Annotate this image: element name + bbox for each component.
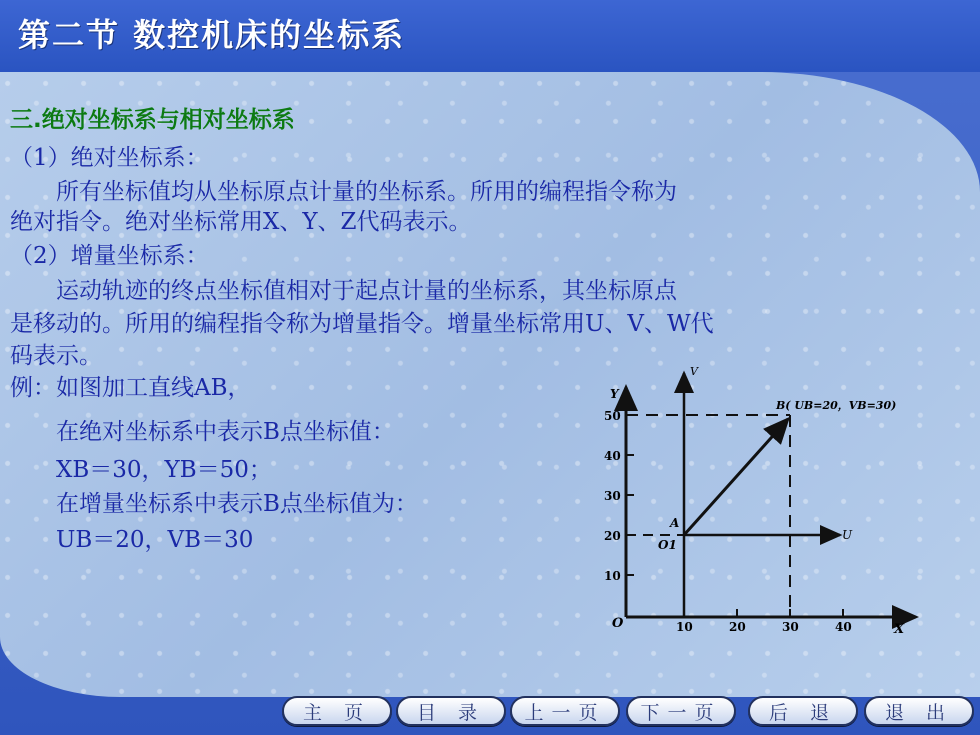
y-tick-label: 30 [604,489,621,503]
coordinate-svg [590,365,930,635]
v-axis-label: V [690,365,698,378]
origin-label: O [612,616,624,631]
coordinate-diagram [590,365,930,635]
back-button[interactable]: 后 退 [748,696,858,726]
section-heading: 三.绝对坐标系与相对坐标系 [10,107,295,133]
u-axis-label: U [842,528,853,542]
o1-label: O1 [658,538,677,552]
prev-page-button[interactable]: 上一页 [510,696,620,726]
point-a-label: A [670,516,680,530]
text-line: 所有坐标值均从坐标原点计量的坐标系。所用的编程指令称为 [10,179,677,205]
text-line: 绝对指令。绝对坐标常用X、Y、Z代码表示。 [10,209,472,235]
y-tick-label: 50 [604,409,621,423]
text-line: XB＝30，YB＝50； [10,457,272,483]
vector-ab [684,419,788,535]
text-line: 在增量坐标系中表示B点坐标值为： [10,491,418,517]
title-bar [0,0,980,72]
y-tick-label: 10 [604,569,621,583]
text-line: （1）绝对坐标系： [10,145,209,171]
text-line: （2）增量坐标系： [10,243,209,269]
x-tick-label: 30 [782,620,799,634]
x-tick-label: 10 [676,620,693,634]
x-tick-label: 20 [729,620,746,634]
exit-button[interactable]: 退 出 [864,696,974,726]
text-line: UB＝20，VB＝30 [10,527,254,553]
text-line: 运动轨迹的终点坐标值相对于起点计量的坐标系，其坐标原点 [10,278,677,304]
slide-title: 第二节 数控机床的坐标系 [18,16,406,54]
x-axis-label: X [894,622,905,635]
text-line: 是移动的。所用的编程指令称为增量指令。增量坐标常用U、V、W代 [10,311,714,337]
text-line: 例：如图加工直线AB， [10,375,251,401]
y-axis-label: Y [610,387,619,401]
x-tick-label: 40 [835,620,852,634]
text-line: 码表示。 [10,343,102,369]
home-button[interactable]: 主 页 [282,696,392,726]
contents-button[interactable]: 目 录 [396,696,506,726]
y-tick-label: 20 [604,529,621,543]
next-page-button[interactable]: 下一页 [626,696,736,726]
point-b-label: B( UB=20，VB=30) [776,399,897,412]
y-tick-label: 40 [604,449,621,463]
text-line: 在绝对坐标系中表示B点坐标值： [10,419,395,445]
